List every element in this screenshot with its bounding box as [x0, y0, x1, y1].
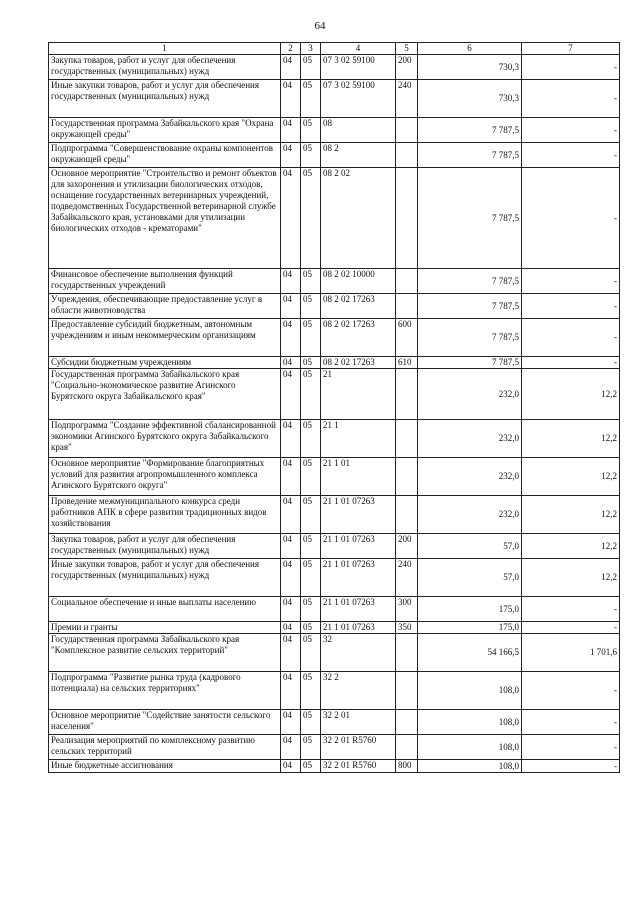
table-row: [49, 319, 620, 357]
row-amount: 57,0: [418, 559, 522, 597]
row-section: 04: [281, 294, 301, 319]
row-name: Государственная программа Забайкальского края "Охрана окружающей среды": [49, 118, 281, 143]
row-amount-secondary: -: [522, 710, 620, 735]
row-expense-type: [396, 369, 418, 420]
row-amount: 7 787,5: [418, 294, 522, 319]
row-amount-secondary: -: [522, 760, 620, 773]
row-subsection: 05: [301, 534, 321, 559]
row-amount-secondary: -: [522, 294, 620, 319]
row-target-code: 21 1 01: [321, 458, 396, 496]
header-cell: 6: [418, 43, 522, 55]
table-row: [49, 357, 620, 369]
row-amount: 57,0: [418, 534, 522, 559]
row-subsection: 05: [301, 597, 321, 622]
row-expense-type: 610: [396, 357, 418, 369]
row-amount: 7 787,5: [418, 319, 522, 357]
table-row: [49, 559, 620, 597]
row-name: Закупка товаров, работ и услуг для обеспечения государственных (муниципальных) нужд: [49, 534, 281, 559]
row-expense-type: 300: [396, 597, 418, 622]
table-row: [49, 760, 620, 773]
table-row: [49, 369, 620, 420]
row-amount: 7 787,5: [418, 168, 522, 269]
row-amount: 7 787,5: [418, 357, 522, 369]
row-amount: 7 787,5: [418, 118, 522, 143]
row-section: 04: [281, 534, 301, 559]
row-name: Государственная программа Забайкальского края "Комплексное развитие сельских территорий": [49, 634, 281, 672]
table-header-row: [49, 43, 620, 55]
budget-table: [48, 42, 620, 773]
header-cell: 4: [321, 43, 396, 55]
row-target-code: 08: [321, 118, 396, 143]
row-section: 04: [281, 622, 301, 634]
row-section: 04: [281, 597, 301, 622]
row-amount-secondary: -: [522, 357, 620, 369]
row-name: Подпрограмма "Создание эффективной сбалансированной экономики Агинского Бурятского округа Забайкальского края": [49, 420, 281, 458]
row-subsection: 05: [301, 294, 321, 319]
row-expense-type: [396, 269, 418, 294]
row-section: 04: [281, 559, 301, 597]
table-row: [49, 168, 620, 269]
row-subsection: 05: [301, 735, 321, 760]
row-amount: 108,0: [418, 760, 522, 773]
row-amount-secondary: 12,2: [522, 534, 620, 559]
row-amount-secondary: -: [522, 168, 620, 269]
row-amount-secondary: -: [522, 118, 620, 143]
row-subsection: 05: [301, 168, 321, 269]
row-name: Реализация мероприятий по комплексному развитию сельских территорий: [49, 735, 281, 760]
row-expense-type: [396, 118, 418, 143]
row-amount-secondary: -: [522, 55, 620, 80]
table-row: [49, 294, 620, 319]
row-target-code: 08 2 02 17263: [321, 357, 396, 369]
row-subsection: 05: [301, 357, 321, 369]
row-target-code: 08 2 02 17263: [321, 294, 396, 319]
row-subsection: 05: [301, 622, 321, 634]
row-name: Предоставление субсидий бюджетным, автономным учреждениям и иным некоммерческим организациям: [49, 319, 281, 357]
row-subsection: 05: [301, 319, 321, 357]
table-row: [49, 420, 620, 458]
row-expense-type: [396, 496, 418, 534]
row-expense-type: 240: [396, 80, 418, 118]
row-name: Иные закупки товаров, работ и услуг для обеспечения государственных (муниципальных) нужд: [49, 559, 281, 597]
row-amount-secondary: 12,2: [522, 420, 620, 458]
row-name: Подпрограмма "Развитие рынка труда (кадрового потенциала) на сельских территориях": [49, 672, 281, 710]
row-section: 04: [281, 357, 301, 369]
row-section: 04: [281, 55, 301, 80]
row-subsection: 05: [301, 710, 321, 735]
row-expense-type: [396, 672, 418, 710]
row-expense-type: [396, 294, 418, 319]
row-subsection: 05: [301, 420, 321, 458]
table-row: [49, 458, 620, 496]
row-section: 04: [281, 143, 301, 168]
row-expense-type: [396, 143, 418, 168]
row-section: 04: [281, 269, 301, 294]
row-name: Премии и гранты: [49, 622, 281, 634]
row-target-code: 08 2 02 10000: [321, 269, 396, 294]
row-amount-secondary: 12,2: [522, 559, 620, 597]
row-target-code: 21 1 01 07263: [321, 534, 396, 559]
row-name: Социальное обеспечение и иные выплаты населению: [49, 597, 281, 622]
row-amount: 7 787,5: [418, 269, 522, 294]
row-section: 04: [281, 710, 301, 735]
row-amount-secondary: -: [522, 672, 620, 710]
row-expense-type: 240: [396, 559, 418, 597]
header-cell: 1: [49, 43, 281, 55]
row-amount: 232,0: [418, 458, 522, 496]
row-expense-type: [396, 168, 418, 269]
row-name: Субсидии бюджетным учреждениям: [49, 357, 281, 369]
row-amount-secondary: -: [522, 319, 620, 357]
row-subsection: 05: [301, 496, 321, 534]
row-amount-secondary: -: [522, 143, 620, 168]
row-section: 04: [281, 80, 301, 118]
row-expense-type: 200: [396, 534, 418, 559]
table-row: [49, 143, 620, 168]
row-amount-secondary: 12,2: [522, 369, 620, 420]
table-row: [49, 55, 620, 80]
row-section: 04: [281, 420, 301, 458]
row-section: 04: [281, 735, 301, 760]
row-target-code: 21 1: [321, 420, 396, 458]
row-expense-type: 800: [396, 760, 418, 773]
row-amount: 175,0: [418, 622, 522, 634]
row-target-code: 08 2: [321, 143, 396, 168]
row-section: 04: [281, 672, 301, 710]
row-section: 04: [281, 118, 301, 143]
row-subsection: 05: [301, 760, 321, 773]
row-target-code: 08 2 02: [321, 168, 396, 269]
row-name: Учреждения, обеспечивающие предоставление услуг в области животноводства: [49, 294, 281, 319]
row-target-code: 21 1 01 07263: [321, 597, 396, 622]
row-target-code: 32 2: [321, 672, 396, 710]
row-amount: 7 787,5: [418, 143, 522, 168]
row-amount: 108,0: [418, 710, 522, 735]
row-amount: 232,0: [418, 420, 522, 458]
row-name: Основное мероприятие "Строительство и ремонт объектов для захоронения и утилизации биологических отходов, оснащение государственных ветеринарных учреждений, подведомственных Государственной ветеринарной службе Забайкальского края, установками для утилизации биологических отходов - крематорами": [49, 168, 281, 269]
row-name: Подпрограмма "Совершенствование охраны компонентов окружающей среды": [49, 143, 281, 168]
row-section: 04: [281, 369, 301, 420]
row-amount-secondary: 1 701,6: [522, 634, 620, 672]
row-subsection: 05: [301, 80, 321, 118]
row-subsection: 05: [301, 369, 321, 420]
table-row: [49, 672, 620, 710]
row-section: 04: [281, 319, 301, 357]
row-name: Иные закупки товаров, работ и услуг для обеспечения государственных (муниципальных) нужд: [49, 80, 281, 118]
row-amount: 108,0: [418, 735, 522, 760]
row-expense-type: 350: [396, 622, 418, 634]
row-subsection: 05: [301, 458, 321, 496]
row-amount: 730,3: [418, 80, 522, 118]
row-expense-type: 600: [396, 319, 418, 357]
row-subsection: 05: [301, 634, 321, 672]
row-target-code: 32 2 01 R5760: [321, 735, 396, 760]
row-target-code: 32: [321, 634, 396, 672]
table-row: [49, 735, 620, 760]
row-expense-type: [396, 735, 418, 760]
row-name: Государственная программа Забайкальского края "Социально-экономическое развитие Агинского Бурятского округа Забайкальского края": [49, 369, 281, 420]
row-expense-type: [396, 710, 418, 735]
row-amount-secondary: 12,2: [522, 496, 620, 534]
row-name: Финансовое обеспечение выполнения функций государственных учреждений: [49, 269, 281, 294]
row-target-code: 21: [321, 369, 396, 420]
row-amount: 54 166,5: [418, 634, 522, 672]
row-amount-secondary: -: [522, 597, 620, 622]
row-section: 04: [281, 168, 301, 269]
row-section: 04: [281, 760, 301, 773]
row-name: Закупка товаров, работ и услуг для обеспечения государственных (муниципальных) нужд: [49, 55, 281, 80]
row-subsection: 05: [301, 55, 321, 80]
table-row: [49, 496, 620, 534]
row-expense-type: [396, 420, 418, 458]
row-amount: 730,3: [418, 55, 522, 80]
row-name: Основное мероприятие "Формирование благоприятных условий для развития агропромышленного комплекса Агинского Бурятского округа": [49, 458, 281, 496]
row-target-code: 32 2 01: [321, 710, 396, 735]
row-amount-secondary: -: [522, 269, 620, 294]
row-subsection: 05: [301, 672, 321, 710]
row-expense-type: [396, 458, 418, 496]
row-target-code: 07 3 02 59100: [321, 80, 396, 118]
row-name: Иные бюджетные ассигнования: [49, 760, 281, 773]
row-name: Проведение межмуниципального конкурса среди работников АПК в сфере развития традиционных видов хозяйствования: [49, 496, 281, 534]
table-row: [49, 118, 620, 143]
table-row: [49, 634, 620, 672]
row-amount: 175,0: [418, 597, 522, 622]
row-target-code: 08 2 02 17263: [321, 319, 396, 357]
row-section: 04: [281, 458, 301, 496]
row-amount: 232,0: [418, 496, 522, 534]
header-cell: 5: [396, 43, 418, 55]
row-subsection: 05: [301, 269, 321, 294]
row-subsection: 05: [301, 143, 321, 168]
row-section: 04: [281, 496, 301, 534]
row-target-code: 21 1 01 07263: [321, 496, 396, 534]
page-number: 64: [314, 20, 326, 32]
row-subsection: 05: [301, 118, 321, 143]
table-row: [49, 622, 620, 634]
table-row: [49, 534, 620, 559]
row-target-code: 21 1 01 07263: [321, 559, 396, 597]
table-row: [49, 269, 620, 294]
table-row: [49, 80, 620, 118]
table-row: [49, 597, 620, 622]
row-expense-type: [396, 634, 418, 672]
row-subsection: 05: [301, 559, 321, 597]
row-name: Основное мероприятие "Содействие занятости сельского населения": [49, 710, 281, 735]
row-amount-secondary: -: [522, 80, 620, 118]
row-target-code: 32 2 01 R5760: [321, 760, 396, 773]
row-amount: 232,0: [418, 369, 522, 420]
row-amount-secondary: -: [522, 622, 620, 634]
row-target-code: 21 1 01 07263: [321, 622, 396, 634]
row-target-code: 07 3 02 59100: [321, 55, 396, 80]
row-expense-type: 200: [396, 55, 418, 80]
header-cell: 7: [522, 43, 620, 55]
table-row: [49, 710, 620, 735]
row-section: 04: [281, 634, 301, 672]
header-cell: 3: [301, 43, 321, 55]
header-cell: 2: [281, 43, 301, 55]
row-amount: 108,0: [418, 672, 522, 710]
row-amount-secondary: -: [522, 735, 620, 760]
row-amount-secondary: 12,2: [522, 458, 620, 496]
